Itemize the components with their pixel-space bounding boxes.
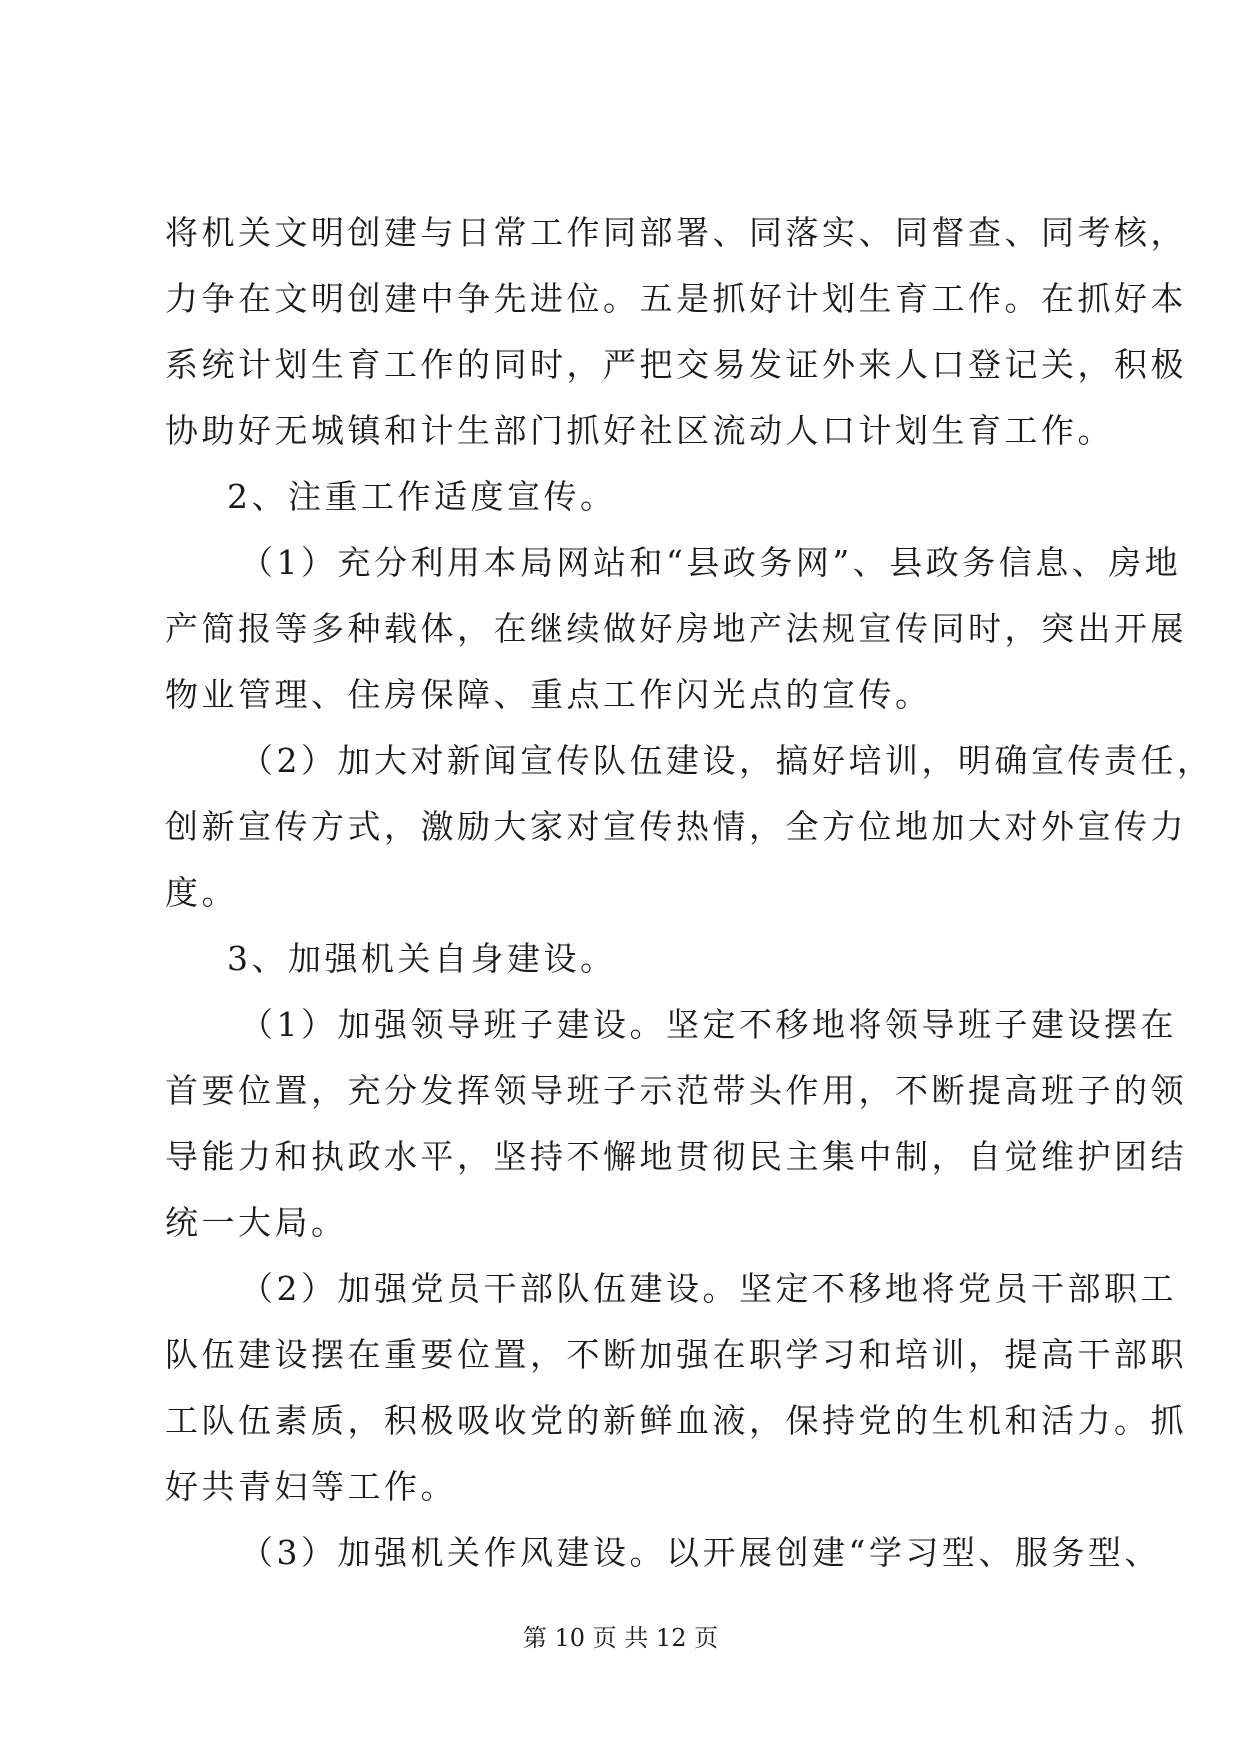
text-line: （1）充分利用本局网站和“县政务网”、县政务信息、房地 bbox=[240, 543, 1182, 582]
text-line: 首要位置，充分发挥领导班子示范带头作用，不断提高班子的领 bbox=[165, 1071, 1187, 1110]
text-line: 度。 bbox=[165, 873, 238, 912]
page-footer bbox=[0, 1618, 1241, 1653]
text-line: 队伍建设摆在重要位置，不断加强在职学习和培训，提高干部职 bbox=[165, 1335, 1187, 1374]
text-line: 协助好无城镇和计生部门抓好社区流动人口计划生育工作。 bbox=[165, 411, 1114, 450]
section-heading: 2、注重工作适度宣传。 bbox=[227, 477, 617, 516]
section-heading: 3、加强机关自身建设。 bbox=[227, 939, 617, 978]
page-number-label: 第 10 页 共 12 页 bbox=[522, 1624, 719, 1652]
text-line: 系统计划生育工作的同时，严把交易发证外来人口登记关，积极 bbox=[165, 345, 1187, 384]
text-line: （3）加强机关作风建设。以开展创建“学习型、服务型、 bbox=[240, 1533, 1161, 1572]
text-line: （2）加强党员干部队伍建设。坚定不移地将党员干部职工 bbox=[240, 1269, 1177, 1308]
text-line: 物业管理、住房保障、重点工作闪光点的宣传。 bbox=[165, 675, 932, 714]
text-line: 创新宣传方式，激励大家对宣传热情，全方位地加大对外宣传力 bbox=[165, 807, 1187, 846]
text-line: （2）加大对新闻宣传队伍建设，搞好培训，明确宣传责任， bbox=[240, 741, 1214, 780]
text-line: 导能力和执政水平，坚持不懈地贯彻民主集中制，自觉维护团结 bbox=[165, 1137, 1187, 1176]
text-line: 工队伍素质，积极吸收党的新鲜血液，保持党的生机和活力。抓 bbox=[165, 1401, 1187, 1440]
text-line: 统一大局。 bbox=[165, 1203, 348, 1242]
text-line: 好共青妇等工作。 bbox=[165, 1467, 457, 1506]
text-line: 将机关文明创建与日常工作同部署、同落实、同督查、同考核， bbox=[165, 213, 1187, 252]
text-line: （1）加强领导班子建设。坚定不移地将领导班子建设摆在 bbox=[240, 1005, 1177, 1044]
text-line: 产简报等多种载体，在继续做好房地产法规宣传同时，突出开展 bbox=[165, 609, 1187, 648]
text-line: 力争在文明创建中争先进位。五是抓好计划生育工作。在抓好本 bbox=[165, 279, 1187, 318]
body-text bbox=[165, 200, 1214, 1586]
